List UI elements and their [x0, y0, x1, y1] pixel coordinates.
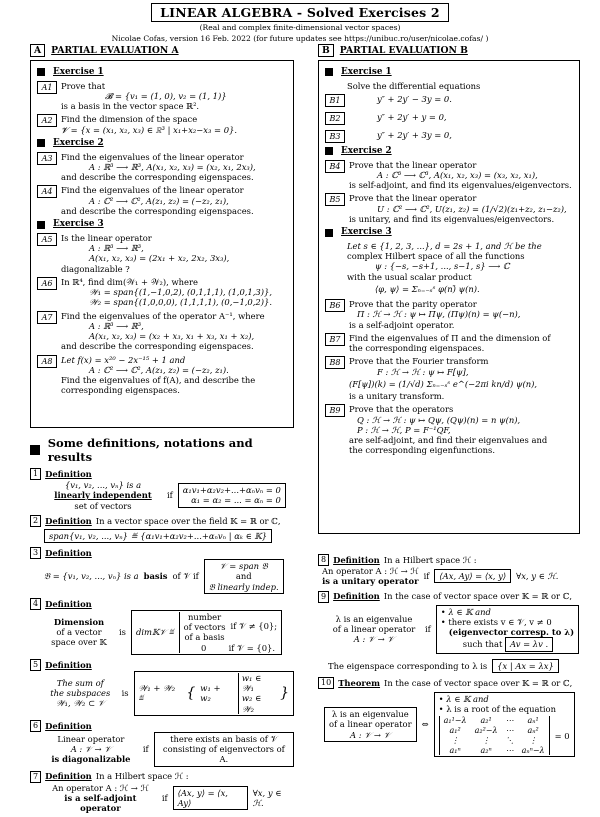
page-title: LINEAR ALGEBRA - Solved Exercises 2	[151, 3, 449, 22]
definition-4: 4 Definition Dimension of a vector space over 𝕂 is dim𝕂𝒱 ≝ number of vectors of a basis if 𝒱 ≠ {0}; 0 if 𝒱 = {0}.	[30, 598, 294, 655]
section-b-frame	[318, 60, 580, 534]
exercise-B9: B9 Prove that the operators Q : ℋ → ℋ : ψ ↦ Qψ, (Qψ)(n) = n ψ(n), P : ℋ → ℋ, P = F⁻¹QF, are self-adjoint, and find their eigenvalues and the corresponding eigenfunctions.	[325, 404, 573, 455]
exercise-A2: A2 Find the dimension of the space 𝓥 = {x = (x₁, x₂, x₃) ∈ ℝ³ | x₁+x₂−x₃ = 0}.	[37, 114, 287, 135]
exercise-2-heading: Exercise 2	[37, 138, 287, 149]
exercise-A8: A8 Let f(x) = x²⁰ − 2x⁻¹⁵ + 1 and A : ℂ² ⟶ ℂ², A(z₁, z₂) = (−z₂, z₁). Find the eigenvalues of f(A), and describe the corresponding eigenspaces.	[37, 355, 287, 396]
section-b-heading: B PARTIAL EVALUATION B	[318, 44, 580, 57]
definition-3: 3 Definition 𝔅 = {v₁, v₂, ..., vₙ} is a basis of 𝒱 if 𝒱 = span 𝔅 and 𝔅 linearly indep.	[30, 547, 294, 594]
exercise-A6: A6 In ℝ⁴, find dim(𝒲₁ + 𝒲₂), where 𝒲₁ = span{(1,−1,0,2), (0,1,1,1), (1,0,1,3)}, 𝒲₂ = span{(1,0,0,0), (1,1,1,1), (0,−1,0,2)}.	[37, 277, 287, 308]
b-intro: Solve the differential equations	[347, 80, 481, 91]
definition-1: 1 Definition {v₁, v₂, ..., vₙ} is a linearly independent set of vectors if α₁v₁+α₂v₂+...+αₙvₙ = 0 α₁ = α₂ = ... = αₙ = 0	[30, 468, 294, 511]
exercise-B3: B3 y″ + 2y′ + 3y = 0,	[325, 130, 573, 143]
exercise-1-heading: Exercise 1	[37, 67, 287, 78]
exercise-A3: A3 Find the eigenvalues of the linear operator A : ℝ³ ⟶ ℝ³, A(x₁, x₂, x₃) = (x₂, x₁, 2x₃), and describe the corresponding eigenspaces.	[37, 152, 287, 183]
exercise-A1: A1 Prove that 𝓑 = {v₁ = (1, 0), v₂ = (1, 1)} is a basis in the vector space ℝ².	[37, 81, 287, 112]
subtitle: (Real and complex finite-dimensional vector spaces)	[199, 23, 401, 33]
definition-8: 8 Definition In a Hilbert space ℋ : An operator A : ℋ → ℋ is a unitary operator if ⟨Ax, Ay⟩ = ⟨x, y⟩ ∀x, y ∈ ℋ.	[318, 554, 580, 587]
exercise-3-heading: Exercise 3	[37, 219, 287, 230]
determinant-matrix: a₁¹−λ a₂¹ ⋯ aₙ¹ a₁² a₂²−λ ⋯ aₙ² ⋮ ⋮ ⋱ ⋮ a₁ⁿ a₂ⁿ ⋯ aₙⁿ−λ	[439, 716, 550, 755]
exercise-A7: A7 Find the eigenvalues of the operator A⁻¹, where A : ℝ³ ⟶ ℝ³, A(x₁, x₂, x₃) = (x₂ + x₃, x₁ + x₃, x₁ + x₂), and describe the corresponding eigenspaces.	[37, 311, 287, 352]
b-exercise-2-heading: Exercise 2	[325, 146, 573, 157]
exercise-A5: A5 Is the linear operator A : ℝ³ ⟶ ℝ³, A(x₁, x₂, x₃) = (2x₁ + x₂, 2x₂, 3x₃), diagonalizable ?	[37, 233, 287, 274]
exercise-B1: B1 y″ + 2y′ − 3y = 0.	[325, 94, 573, 107]
definition-7: 7 Definition In a Hilbert space ℋ : An operator A : ℋ → ℋ is a self-adjoint operator if ⟨Ax, y⟩ = ⟨x, Ay⟩ ∀x, y ∈ ℋ.	[30, 771, 294, 814]
exercise-B6: B6 Prove that the parity operator Π : ℋ → ℋ : ψ ↦ Πψ, (Πψ)(n) = ψ(−n), is a self-adjoint operator.	[325, 299, 573, 330]
exercise-B7: B7 Find the eigenvalues of Π and the dimension of the corresponding eigenspaces.	[325, 333, 573, 354]
b-ex3-intro: Let s ∈ {1, 2, 3, ...}, d = 2s + 1, and ℋ be the complex Hilbert space of all the functions ψ : {−s, −s+1, ..., s−1, s} ⟶ ℂ with the usual scalar product ⟨φ, ψ⟩ = Σₙ₌₋ₛˢ φ(n)̄ ψ(n).	[347, 240, 542, 294]
exercise-B2: B2 y″ + 2y′ + y = 0,	[325, 112, 573, 125]
exercise-B4: B4 Prove that the linear operator A : ℂ³ ⟶ ℂ³, A(x₁, x₂, x₃) = (x₃, x₂, x₁), is self-adjoint, and find its eigenvalues/eigenvectors.	[325, 160, 573, 191]
b-exercise-3-heading: Exercise 3	[325, 227, 573, 238]
exercise-A4: A4 Find the eigenvalues of the linear operator A : ℂ² ⟶ ℂ², A(z₁, z₂) = (−z₂, z₁), and describe the corresponding eigenspaces.	[37, 185, 287, 216]
header	[0, 3, 600, 43]
definitions-heading: Some definitions, notations and results	[30, 436, 294, 464]
author-line: Nicolae Cofas, version 16 Feb. 2022 (for future updates see https://unibuc.ro/user/nicolae.cofas/ )	[111, 33, 489, 43]
section-a-frame	[30, 60, 294, 428]
definition-5: 5 Definition The sum of the subspaces 𝒲₁, 𝒲₂ ⊂ 𝒱 is 𝒲₁ + 𝒲₂ ≝ { w₁ + w₂ w₁ ∈ 𝒲₁ w₂ ∈ 𝒲₂ }	[30, 659, 294, 716]
theorem-10: 10 Theorem In the case of vector space over 𝕂 = ℝ or ℂ, λ is an eigenvalue of a linear operator A : 𝒱 → 𝒱 ⇔ • λ ∈ 𝕂 and • λ is a root of the equation a₁¹−λ a₂¹ ⋯ aₙ¹ a₁² a₂²−λ ⋯ aₙ² ⋮ ⋮ ⋱ ⋮ a₁ⁿ a₂ⁿ ⋯ aₙⁿ−λ = 0	[318, 677, 580, 758]
definition-9: 9 Definition In the case of vector space over 𝕂 = ℝ or ℂ, λ is an eigenvalue of a linear operator A : 𝒱 → 𝒱 if • λ ∈ 𝕂 and • there exists v ∈ 𝒱, v ≠ 0 (eigenvector corresp. to λ) such that Av = λv . The eigenspace corresponding to λ is {x | Ax = λx}	[318, 591, 580, 673]
section-a-heading: A PARTIAL EVALUATION A	[30, 44, 294, 57]
left-column	[30, 44, 294, 817]
exercise-B5: B5 Prove that the linear operator U : ℂ² ⟶ ℂ², U(z₁, z₂) = (1/√2)(z₁+z₂, z₁−z₂), is unitary, and find its eigenvalues/eigenvectors.	[325, 193, 573, 224]
definition-2: 2 Definition In a vector space over the field 𝕂 = ℝ or ℂ, span{v₁, v₂, ..., vₙ} ≝ {α₁v₁+α₂v₂+...+αₙvₙ | αₖ ∈ 𝕂}	[30, 515, 294, 543]
b-exercise-1-heading: Exercise 1	[325, 67, 573, 78]
exercise-B8: B8 Prove that the Fourier transform F : ℋ → ℋ : ψ ↦ F[ψ], (F[ψ])(k) = (1/√d) Σₙ₌₋ₛˢ e^(−2πi kn/d) ψ(n), is a unitary transform.	[325, 356, 573, 401]
definition-6: 6 Definition Linear operator A : 𝒱 → 𝒱 is diagonalizable if there exists an basis of 𝒱 consisting of eigenvectors of A.	[30, 720, 294, 767]
right-column	[318, 44, 580, 761]
